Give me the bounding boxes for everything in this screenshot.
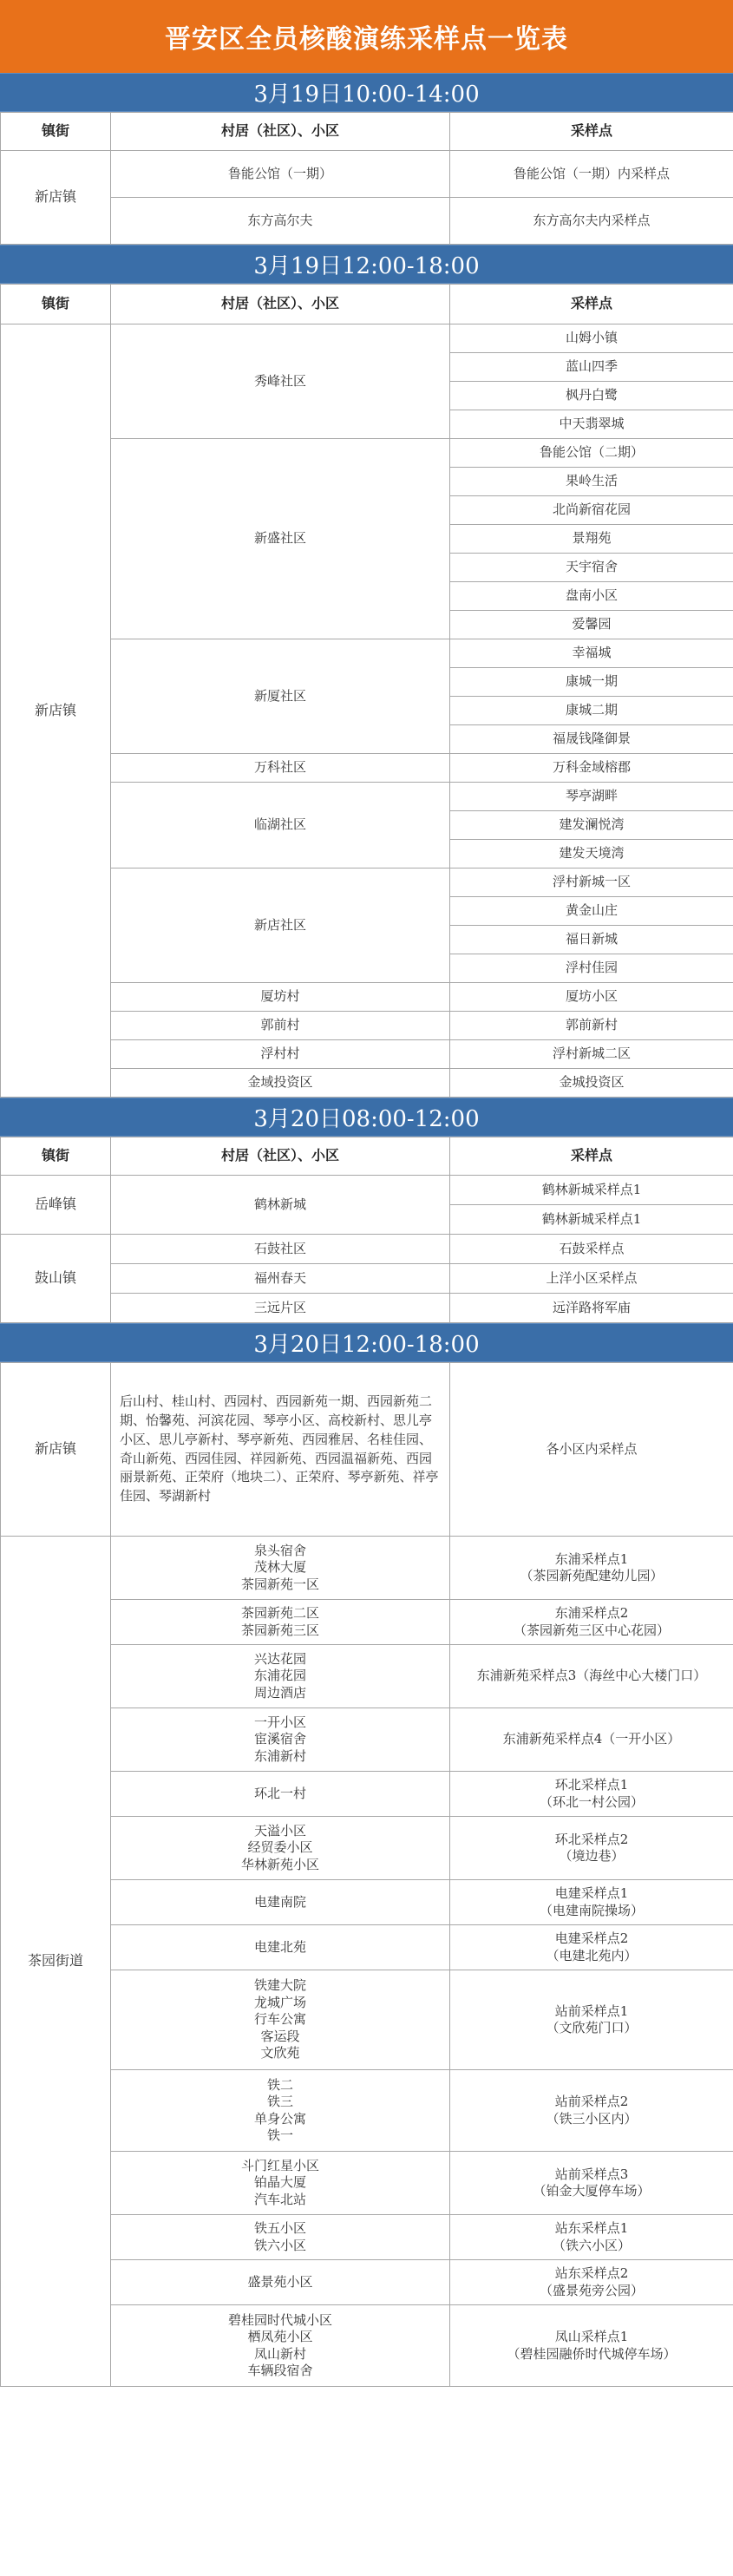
community-cell: 福州春天: [111, 1264, 450, 1294]
community-cell: 新厦社区: [111, 639, 450, 754]
site-cell: 站前采样点2 （铁三小区内）: [450, 2070, 733, 2152]
town-cell: 新店镇: [1, 151, 111, 245]
site-cell: 环北采样点1 （环北一村公园）: [450, 1772, 733, 1817]
community-cell: 碧桂园时代城小区 栖凤苑小区 凤山新村 车辆段宿舍: [111, 2305, 450, 2387]
community-cell: 新盛社区: [111, 439, 450, 639]
site-cell: 浮村佳园: [450, 954, 733, 983]
table-row: [1, 639, 733, 668]
site-cell: 福日新城: [450, 926, 733, 954]
table-row: [1, 983, 733, 1012]
table-row: [1, 783, 733, 811]
site-cell: 鲁能公馆（一期）内采样点: [450, 151, 733, 198]
section-heading-4: 3月20日12:00-18:00: [0, 1323, 733, 1362]
community-cell: 鲁能公馆（一期）: [111, 151, 450, 198]
site-cell: 东浦新苑采样点4（一开小区）: [450, 1708, 733, 1772]
site-cell: 建发天境湾: [450, 840, 733, 868]
site-cell: 东浦新苑采样点3（海丝中心大楼门口）: [450, 1645, 733, 1708]
site-cell: 郭前新村: [450, 1012, 733, 1040]
site-cell: 远洋路将军庙: [450, 1294, 733, 1323]
site-cell: 景翔苑: [450, 525, 733, 554]
site-cell: 金城投资区: [450, 1069, 733, 1098]
section-table-4: [0, 1362, 733, 2387]
community-cell: 秀峰社区: [111, 324, 450, 439]
table-row: [1, 1925, 733, 1970]
site-cell: 黄金山庄: [450, 897, 733, 926]
table-row: [1, 1772, 733, 1817]
header-community: 村居（社区）、小区: [111, 113, 450, 151]
community-cell: 鹤林新城: [111, 1176, 450, 1235]
town-cell: 新店镇: [1, 1363, 111, 1537]
section-2-body: [1, 324, 733, 1098]
section-table-3: [0, 1137, 733, 1323]
site-cell: 康城一期: [450, 668, 733, 697]
table-row: [1, 754, 733, 783]
site-cell: 建发澜悦湾: [450, 811, 733, 840]
community-cell: 环北一村: [111, 1772, 450, 1817]
community-cell: 铁五小区 铁六小区: [111, 2215, 450, 2260]
table-row: [1, 324, 733, 353]
section-heading-1: 3月19日10:00-14:00: [0, 73, 733, 112]
community-cell: 三远片区: [111, 1294, 450, 1323]
table-row: [1, 198, 733, 245]
site-cell: 浮村新城一区: [450, 868, 733, 897]
site-cell: 鹤林新城采样点1: [450, 1205, 733, 1235]
section-table-2: [0, 284, 733, 1098]
table-row: [1, 1012, 733, 1040]
header-row: [1, 285, 733, 324]
community-cell: 石鼓社区: [111, 1235, 450, 1264]
site-cell: 电建采样点2 （电建北苑内）: [450, 1925, 733, 1970]
community-cell: 兴达花园 东浦花园 周边酒店: [111, 1645, 450, 1708]
table-row: [1, 2070, 733, 2152]
town-cell: 新店镇: [1, 324, 111, 1098]
community-cell: 茶园新苑二区 茶园新苑三区: [111, 1600, 450, 1645]
community-cell: 泉头宿舍 茂林大厦 茶园新苑一区: [111, 1537, 450, 1600]
site-cell: 盘南小区: [450, 582, 733, 611]
site-cell: 爱馨园: [450, 611, 733, 639]
site-cell: 北尚新宿花园: [450, 496, 733, 525]
community-cell: 盛景苑小区: [111, 2260, 450, 2305]
section-4-body: [1, 1537, 733, 2387]
site-cell: 枫丹白鹭: [450, 382, 733, 410]
header-site: 采样点: [450, 1137, 733, 1176]
site-cell: 东方高尔夫内采样点: [450, 198, 733, 245]
table-row: [1, 1880, 733, 1925]
site-cell: 上洋小区采样点: [450, 1264, 733, 1294]
header-row: [1, 113, 733, 151]
site-cell: 蓝山四季: [450, 353, 733, 382]
site-cell: 环北采样点2 （境边巷）: [450, 1817, 733, 1880]
table-row: [1, 2152, 733, 2215]
table-row: [1, 868, 733, 897]
header-town: 镇街: [1, 1137, 111, 1176]
community-cell: 后山村、桂山村、西园村、西园新苑一期、西园新苑二期、怡馨苑、河滨花园、琴亭小区、高校新村、思儿亭小区、思儿亭新村、琴亭新苑、西园雅居、名桂佳园、奇山新苑、西园佳园、祥园新苑、西园温福新苑、西园丽景新苑、正荣府（地块二）、正荣府、琴亭新苑、祥亭佳园、琴湖新村: [111, 1363, 450, 1537]
site-cell: 万科金域榕郡: [450, 754, 733, 783]
header-community: 村居（社区）、小区: [111, 285, 450, 324]
site-cell: 厦坊小区: [450, 983, 733, 1012]
header-town: 镇街: [1, 285, 111, 324]
community-cell: 金域投资区: [111, 1069, 450, 1098]
table-row: [1, 1817, 733, 1880]
site-cell: 东浦采样点1 （茶园新苑配建幼儿园）: [450, 1537, 733, 1600]
community-cell: 一开小区 宦溪宿舍 东浦新村: [111, 1708, 450, 1772]
site-cell: 山姆小镇: [450, 324, 733, 353]
table-row: [1, 2260, 733, 2305]
community-cell: 临湖社区: [111, 783, 450, 868]
header-site: 采样点: [450, 285, 733, 324]
community-cell: 电建南院: [111, 1880, 450, 1925]
header-site: 采样点: [450, 113, 733, 151]
table-row: [1, 1537, 733, 1600]
community-cell: 万科社区: [111, 754, 450, 783]
site-cell: 康城二期: [450, 697, 733, 725]
section-heading-3: 3月20日08:00-12:00: [0, 1098, 733, 1137]
table-row: [1, 1600, 733, 1645]
community-cell: 天溢小区 经贸委小区 华林新苑小区: [111, 1817, 450, 1880]
site-cell: 各小区内采样点: [450, 1363, 733, 1537]
site-cell: 石鼓采样点: [450, 1235, 733, 1264]
site-cell: 琴亭湖畔: [450, 783, 733, 811]
town-cell: 茶园街道: [1, 1537, 111, 2387]
town-cell: 岳峰镇: [1, 1176, 111, 1235]
site-cell: 幸福城: [450, 639, 733, 668]
table-row: [1, 1069, 733, 1098]
table-row: [1, 2305, 733, 2387]
header-town: 镇街: [1, 113, 111, 151]
community-cell: 新店社区: [111, 868, 450, 983]
site-cell: 浮村新城二区: [450, 1040, 733, 1069]
community-cell: 郭前村: [111, 1012, 450, 1040]
community-cell: 东方高尔夫: [111, 198, 450, 245]
table-row: [1, 2215, 733, 2260]
community-cell: 浮村村: [111, 1040, 450, 1069]
table-row: [1, 1235, 733, 1264]
site-cell: 鹤林新城采样点1: [450, 1176, 733, 1205]
site-cell: 站东采样点2 （盛景苑旁公园）: [450, 2260, 733, 2305]
section-heading-2: 3月19日12:00-18:00: [0, 245, 733, 284]
table-row: [1, 1970, 733, 2070]
site-cell: 电建采样点1 （电建南院操场）: [450, 1880, 733, 1925]
table-row: [1, 1176, 733, 1205]
table-row: [1, 1040, 733, 1069]
table-row: [1, 439, 733, 468]
header-community: 村居（社区）、小区: [111, 1137, 450, 1176]
section-table-1: [0, 112, 733, 245]
table-row: [1, 1645, 733, 1708]
town-cell: 鼓山镇: [1, 1235, 111, 1323]
table-row: [1, 151, 733, 198]
community-cell: 铁二 铁三 单身公寓 铁一: [111, 2070, 450, 2152]
header-row: [1, 1137, 733, 1176]
community-cell: 铁建大院 龙城广场 行车公寓 客运段 文欣苑: [111, 1970, 450, 2070]
site-cell: 福晟钱隆御景: [450, 725, 733, 754]
table-row: [1, 1363, 733, 1537]
community-cell: 厦坊村: [111, 983, 450, 1012]
site-cell: 凤山采样点1 （碧桂园融侨时代城停车场）: [450, 2305, 733, 2387]
site-cell: 鲁能公馆（二期）: [450, 439, 733, 468]
site-cell: 站东采样点1 （铁六小区）: [450, 2215, 733, 2260]
site-cell: 站前采样点3 （铂金大厦停车场）: [450, 2152, 733, 2215]
site-cell: 站前采样点1 （文欣苑门口）: [450, 1970, 733, 2070]
site-cell: 果岭生活: [450, 468, 733, 496]
page-title: 晋安区全员核酸演练采样点一览表: [0, 0, 733, 73]
site-cell: 东浦采样点2 （茶园新苑三区中心花园）: [450, 1600, 733, 1645]
community-cell: 斗门红星小区 铂晶大厦 汽车北站: [111, 2152, 450, 2215]
community-cell: 电建北苑: [111, 1925, 450, 1970]
table-row: [1, 1294, 733, 1323]
table-row: [1, 1708, 733, 1772]
site-cell: 天宇宿舍: [450, 554, 733, 582]
site-cell: 中天翡翠城: [450, 410, 733, 439]
table-row: [1, 1264, 733, 1294]
